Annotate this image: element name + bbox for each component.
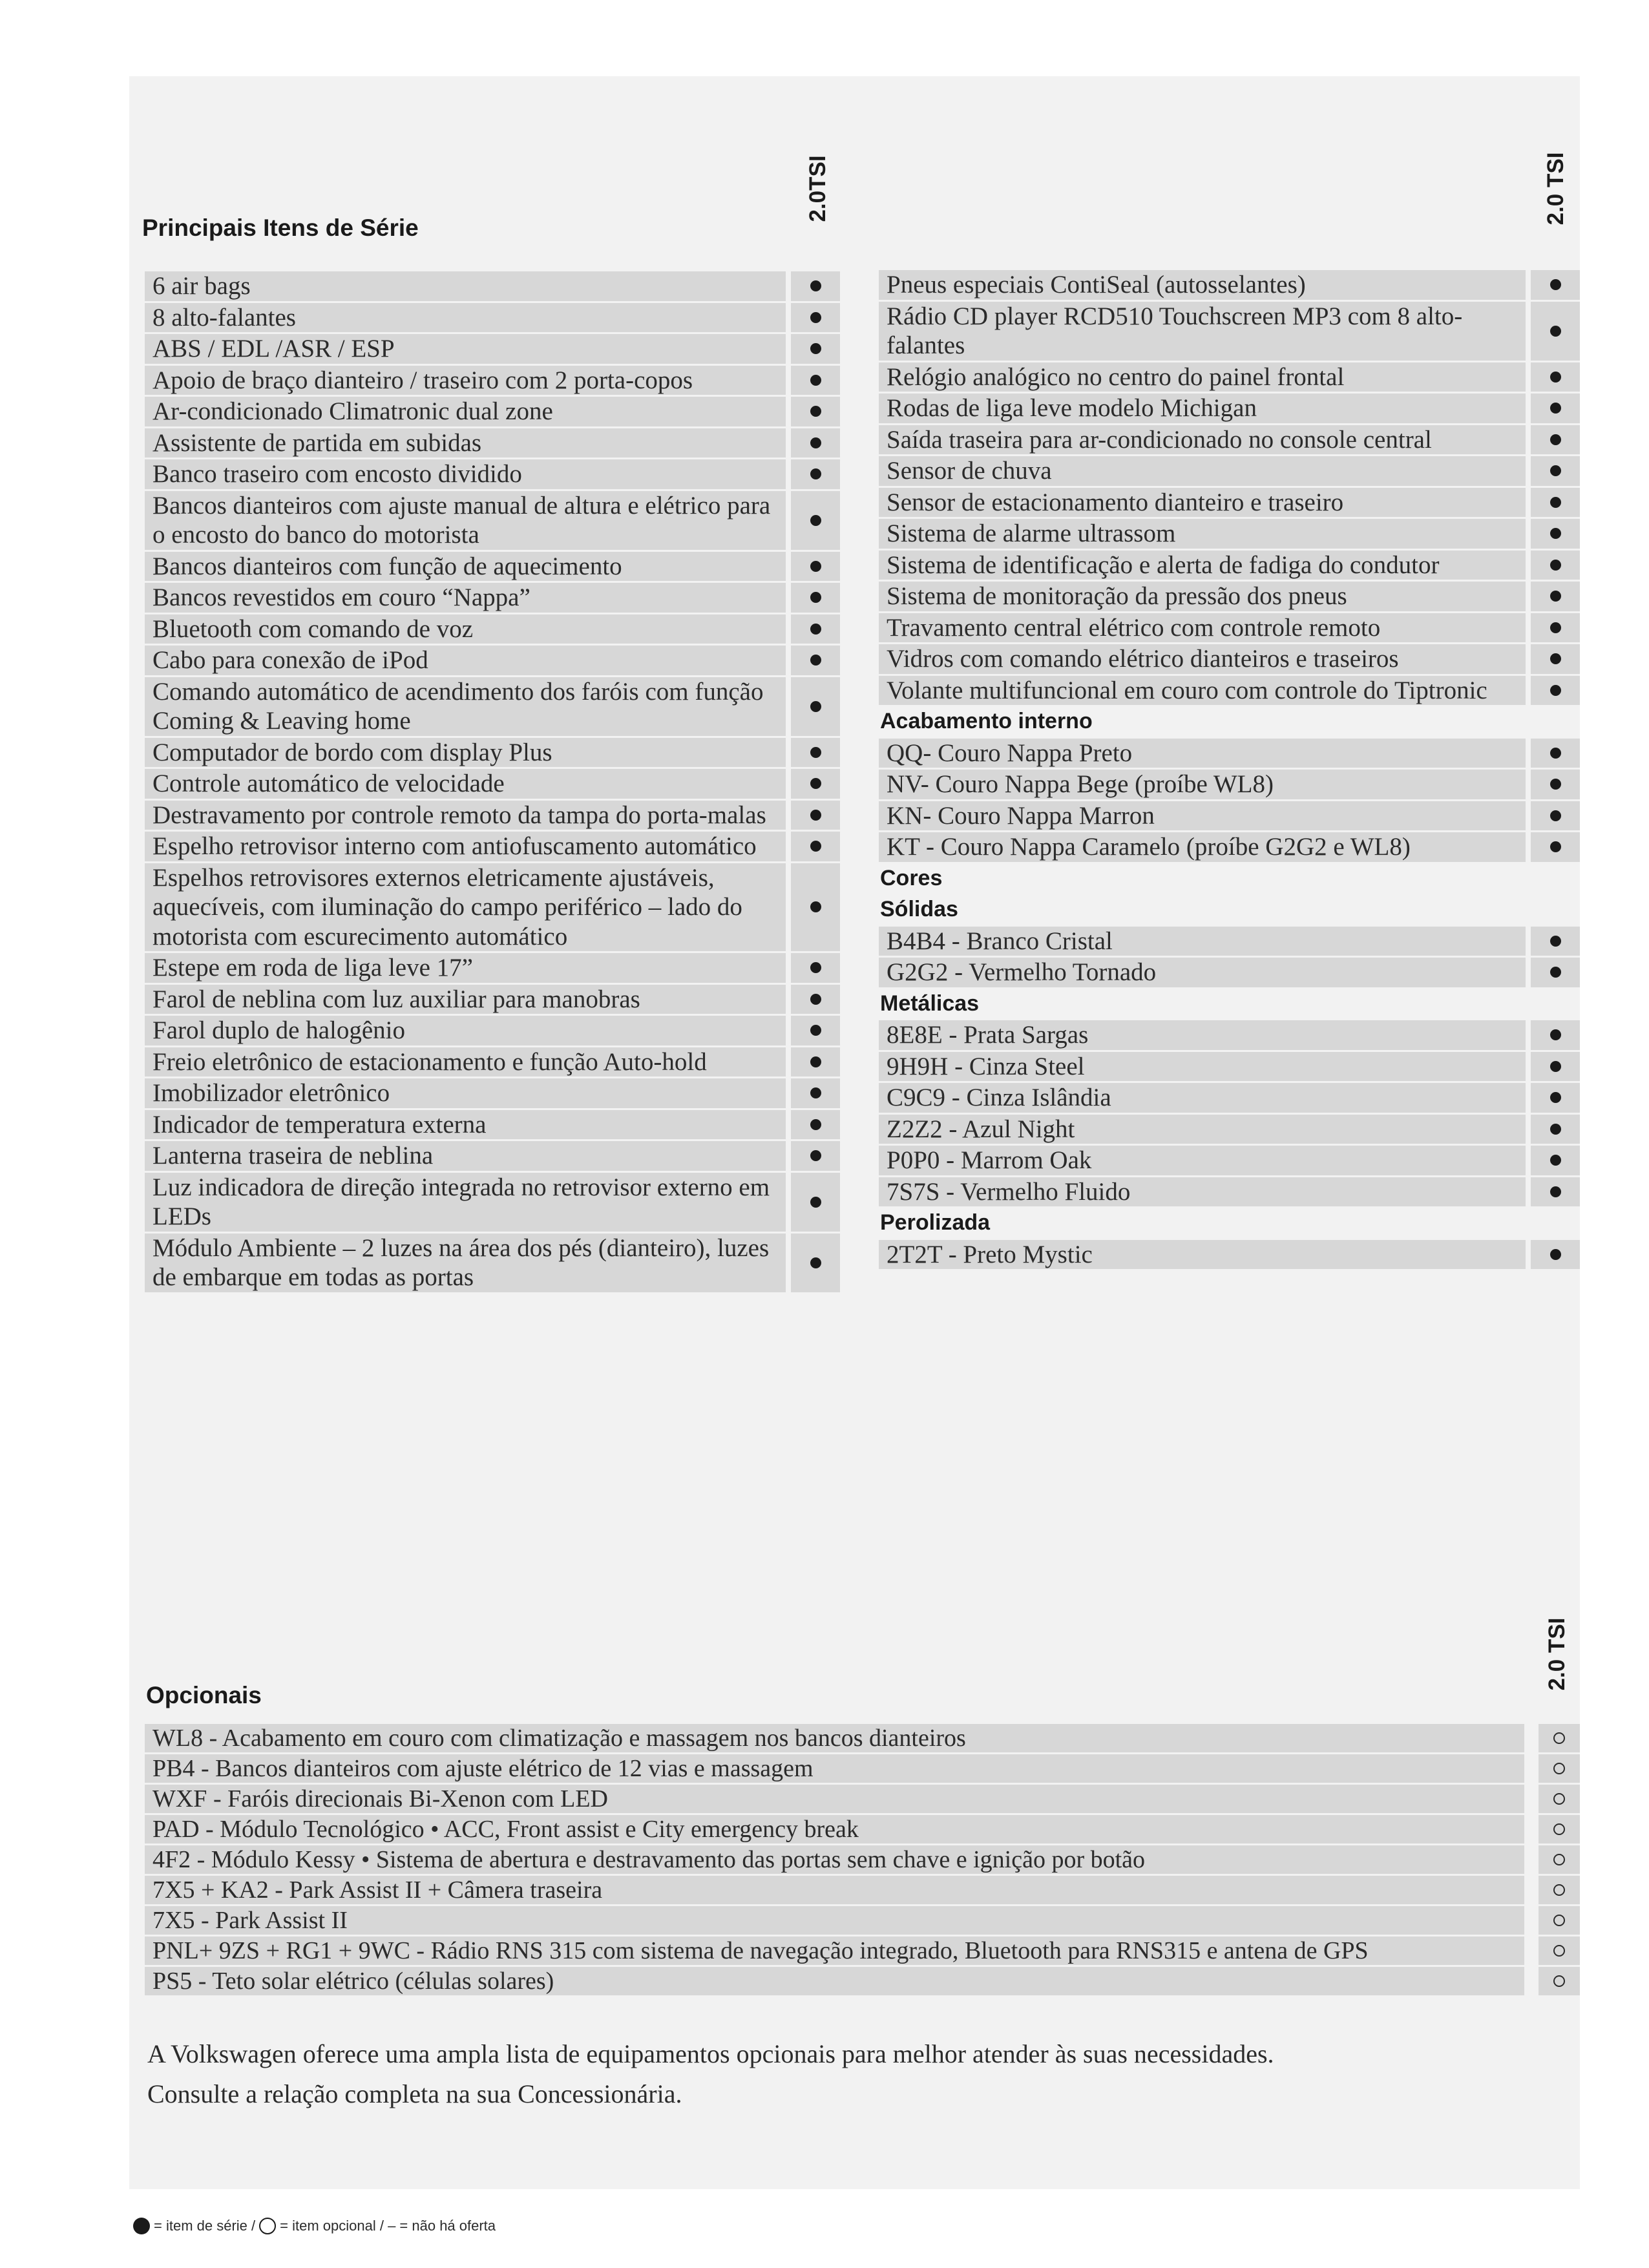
availability-cell — [1531, 1115, 1580, 1144]
list-item — [145, 1016, 840, 1045]
availability-cell — [1531, 425, 1580, 455]
list-item — [145, 583, 840, 613]
availability-cell — [791, 303, 840, 333]
availability-cell — [791, 583, 840, 613]
availability-cell — [1539, 1845, 1580, 1874]
item-text: Ar-condicionado Climatronic dual zone — [145, 397, 786, 426]
availability-cell — [1531, 927, 1580, 956]
filled-dot-icon — [810, 1056, 821, 1067]
item-text: 7S7S - Vermelho Fluido — [879, 1177, 1526, 1207]
availability-cell — [791, 1173, 840, 1232]
availability-cell — [791, 1110, 840, 1140]
filled-dot-icon — [810, 468, 821, 479]
list-item — [145, 334, 840, 364]
item-text: 7X5 + KA2 - Park Assist II + Câmera traseira — [145, 1876, 1524, 1904]
filled-dot-icon — [1550, 622, 1561, 633]
list-item — [145, 1967, 1580, 1995]
open-circle-icon — [1553, 1732, 1565, 1744]
item-text: Banco traseiro com encosto dividido — [145, 459, 786, 489]
item-text: Destravamento por controle remoto da tampa do porta-malas — [145, 801, 786, 830]
availability-cell — [1531, 644, 1580, 674]
availability-cell — [1539, 1724, 1580, 1752]
filled-dot-icon — [810, 1150, 821, 1161]
filled-dot-icon — [1550, 591, 1561, 602]
list-item — [145, 459, 840, 489]
availability-cell — [1539, 1815, 1580, 1843]
list-item — [145, 985, 840, 1014]
optional-note-line-1: A Volkswagen oferece uma ampla lista de equipamentos opcionais para melhor atender às suas necessidades. — [147, 2039, 1274, 2068]
filled-dot-icon — [1550, 841, 1561, 852]
filled-dot-icon — [1550, 748, 1561, 759]
availability-cell — [1531, 551, 1580, 580]
standard-items-title: Principais Itens de Série — [142, 215, 419, 241]
list-item — [879, 676, 1580, 706]
filled-dot-icon — [1550, 1155, 1561, 1166]
availability-cell — [1531, 1083, 1580, 1113]
availability-cell — [791, 334, 840, 364]
item-text: Luz indicadora de direção integrada no retrovisor externo em LEDs — [145, 1173, 786, 1232]
filled-dot-icon — [1550, 326, 1561, 337]
item-text: Imobilizador eletrônico — [145, 1078, 786, 1108]
filled-dot-icon — [1550, 936, 1561, 947]
filled-dot-icon — [810, 1087, 821, 1098]
section-subheading: Sólidas — [880, 897, 958, 921]
open-circle-icon — [259, 2218, 276, 2234]
availability-cell — [1531, 270, 1580, 300]
filled-dot-icon — [810, 901, 821, 912]
list-item — [145, 863, 840, 952]
availability-cell — [791, 1234, 840, 1292]
item-text: Indicador de temperatura externa — [145, 1110, 786, 1140]
item-text: KT - Couro Nappa Caramelo (proíbe G2G2 e WL8) — [879, 832, 1526, 862]
availability-cell — [791, 985, 840, 1014]
availability-cell — [1531, 362, 1580, 392]
filled-dot-icon — [1550, 1092, 1561, 1103]
filled-dot-icon — [1550, 497, 1561, 508]
filled-dot-icon — [810, 1025, 821, 1036]
list-item — [879, 613, 1580, 643]
availability-cell — [1531, 739, 1580, 768]
optional-note — [147, 2034, 1440, 2114]
availability-cell — [1531, 519, 1580, 549]
list-item — [879, 519, 1580, 549]
item-text: 8 alto-falantes — [145, 303, 786, 333]
list-item — [879, 958, 1580, 987]
item-text: 6 air bags — [145, 271, 786, 301]
list-item — [145, 614, 840, 644]
filled-dot-icon — [1550, 1124, 1561, 1135]
item-text: QQ- Couro Nappa Preto — [879, 739, 1526, 768]
availability-cell — [1531, 1146, 1580, 1175]
availability-cell — [791, 1078, 840, 1108]
availability-cell — [1539, 1937, 1580, 1965]
filled-dot-icon — [1550, 403, 1561, 414]
item-text: Lanterna traseira de neblina — [145, 1141, 786, 1171]
section-subheading: Acabamento interno — [880, 709, 1093, 733]
item-text: Sistema de identificação e alerta de fadiga do condutor — [879, 551, 1526, 580]
list-item — [879, 425, 1580, 455]
item-text: KN- Couro Nappa Marron — [879, 801, 1526, 831]
open-circle-icon — [1553, 1945, 1565, 1957]
item-text: ABS / EDL /ASR / ESP — [145, 334, 786, 364]
filled-dot-icon — [1550, 528, 1561, 539]
list-item — [145, 271, 840, 301]
filled-dot-icon — [810, 810, 821, 821]
list-item — [145, 1906, 1580, 1935]
filled-dot-icon — [810, 343, 821, 354]
filled-dot-icon — [810, 406, 821, 417]
optional-column-label: 2.0 TSI — [1544, 1617, 1570, 1691]
filled-dot-icon — [133, 2218, 150, 2234]
item-text: Cabo para conexão de iPod — [145, 646, 786, 675]
item-text: Rádio CD player RCD510 Touchscreen MP3 com 8 alto-falantes — [879, 302, 1526, 361]
list-item — [879, 1115, 1580, 1144]
item-text: Apoio de braço dianteiro / traseiro com 2 porta-copos — [145, 366, 786, 395]
availability-cell — [791, 863, 840, 952]
section-subheading: Cores — [880, 865, 943, 890]
item-text: Computador de bordo com display Plus — [145, 738, 786, 768]
list-item — [145, 1141, 840, 1171]
filled-dot-icon — [1550, 279, 1561, 290]
list-item — [145, 1785, 1580, 1813]
filled-dot-icon — [810, 1197, 821, 1208]
list-item — [879, 1083, 1580, 1113]
legend-standard-text: = item de série / — [154, 2218, 256, 2234]
section-subheading: Perolizada — [880, 1210, 991, 1235]
item-text: Rodas de liga leve modelo Michigan — [879, 394, 1526, 423]
optional-note-line-2: Consulte a relação completa na sua Concessionária. — [147, 2079, 682, 2108]
item-text: Farol de neblina com luz auxiliar para manobras — [145, 985, 786, 1014]
list-item — [879, 739, 1580, 768]
item-text: Assistente de partida em subidas — [145, 428, 786, 458]
availability-cell — [791, 1016, 840, 1045]
item-text: Sistema de alarme ultrassom — [879, 519, 1526, 549]
item-text: Relógio analógico no centro do painel frontal — [879, 362, 1526, 392]
item-text: Farol duplo de halogênio — [145, 1016, 786, 1045]
item-text: NV- Couro Nappa Bege (proíbe WL8) — [879, 770, 1526, 799]
availability-cell — [1531, 832, 1580, 862]
list-item — [145, 1724, 1580, 1752]
availability-cell — [1531, 958, 1580, 987]
item-text: Saída traseira para ar-condicionado no console central — [879, 425, 1526, 455]
availability-cell — [791, 769, 840, 799]
filled-dot-icon — [810, 962, 821, 973]
list-item — [879, 1052, 1580, 1082]
legend-optional-text: = item opcional / – = não há oferta — [280, 2218, 496, 2234]
item-text: Z2Z2 - Azul Night — [879, 1115, 1526, 1144]
filled-dot-icon — [810, 592, 821, 603]
list-item — [145, 801, 840, 830]
availability-cell — [1531, 1177, 1580, 1207]
list-item — [145, 303, 840, 333]
list-item — [145, 1234, 840, 1292]
list-item — [879, 488, 1580, 518]
list-item — [879, 832, 1580, 862]
availability-cell — [791, 677, 840, 736]
list-item — [145, 552, 840, 582]
standard-right-column-label: 2.0 TSI — [1543, 152, 1568, 226]
filled-dot-icon — [810, 437, 821, 448]
item-text: Vidros com comando elétrico dianteiros e traseiros — [879, 644, 1526, 674]
list-item — [879, 551, 1580, 580]
optional-items-list — [145, 1724, 1580, 1997]
filled-dot-icon — [810, 624, 821, 635]
filled-dot-icon — [810, 1257, 821, 1268]
list-item — [145, 491, 840, 550]
list-item — [145, 953, 840, 983]
availability-cell — [791, 459, 840, 489]
list-item — [145, 1845, 1580, 1874]
item-text: Bancos dianteiros com função de aquecimento — [145, 552, 786, 582]
item-text: Bancos dianteiros com ajuste manual de altura e elétrico para o encosto do banco do motorista — [145, 491, 786, 550]
list-item — [879, 302, 1580, 361]
list-item — [879, 1146, 1580, 1175]
item-text: Pneus especiais ContiSeal (autosselantes) — [879, 270, 1526, 300]
list-item — [879, 1177, 1580, 1207]
item-text: C9C9 - Cinza Islândia — [879, 1083, 1526, 1113]
item-text: Espelhos retrovisores externos eletricamente ajustáveis, aquecíveis, com iluminação do campo periférico – lado do motorista com escurecimento automático — [145, 863, 786, 952]
list-item — [145, 832, 840, 861]
filled-dot-icon — [810, 747, 821, 758]
availability-cell — [1531, 676, 1580, 706]
availability-cell — [791, 271, 840, 301]
filled-dot-icon — [810, 312, 821, 323]
list-item — [879, 801, 1580, 831]
item-text: B4B4 - Branco Cristal — [879, 927, 1526, 956]
open-circle-icon — [1553, 1854, 1565, 1865]
list-item — [145, 1754, 1580, 1783]
filled-dot-icon — [1550, 434, 1561, 445]
standard-left-column-label: 2.0TSI — [805, 155, 830, 222]
filled-dot-icon — [1550, 1249, 1561, 1260]
item-text: Bancos revestidos em couro “Nappa” — [145, 583, 786, 613]
availability-cell — [791, 491, 840, 550]
filled-dot-icon — [810, 841, 821, 852]
open-circle-icon — [1553, 1793, 1565, 1805]
availability-cell — [1531, 456, 1580, 486]
item-text: 4F2 - Módulo Kessy • Sistema de abertura e destravamento das portas sem chave e ignição por botão — [145, 1845, 1524, 1874]
filled-dot-icon — [810, 280, 821, 291]
item-text: Espelho retrovisor interno com antiofuscamento automático — [145, 832, 786, 861]
optional-items-title: Opcionais — [146, 1682, 262, 1708]
availability-cell — [1531, 1052, 1580, 1082]
availability-cell — [791, 397, 840, 426]
list-item — [145, 1047, 840, 1077]
item-text: 2T2T - Preto Mystic — [879, 1240, 1526, 1270]
list-item — [879, 927, 1580, 956]
item-text: WL8 - Acabamento em couro com climatização e massagem nos bancos dianteiros — [145, 1724, 1524, 1752]
list-item — [145, 738, 840, 768]
standard-items-right-list — [879, 270, 1580, 1271]
item-text: Freio eletrônico de estacionamento e função Auto-hold — [145, 1047, 786, 1077]
availability-cell — [791, 1141, 840, 1171]
item-text: Controle automático de velocidade — [145, 769, 786, 799]
filled-dot-icon — [810, 994, 821, 1005]
item-text: WXF - Faróis direcionais Bi-Xenon com LED — [145, 1785, 1524, 1813]
filled-dot-icon — [810, 375, 821, 386]
legend — [133, 2218, 496, 2234]
availability-cell — [1531, 582, 1580, 611]
availability-cell — [791, 832, 840, 861]
item-text: Sensor de chuva — [879, 456, 1526, 486]
item-text: PS5 - Teto solar elétrico (células solares) — [145, 1967, 1524, 1995]
list-item — [145, 646, 840, 675]
availability-cell — [1539, 1967, 1580, 1995]
item-text: PB4 - Bancos dianteiros com ajuste elétrico de 12 vias e massagem — [145, 1754, 1524, 1783]
list-item — [879, 362, 1580, 392]
filled-dot-icon — [1550, 372, 1561, 383]
availability-cell — [1531, 770, 1580, 799]
item-text: Travamento central elétrico com controle remoto — [879, 613, 1526, 643]
availability-cell — [791, 428, 840, 458]
availability-cell — [1539, 1754, 1580, 1783]
availability-cell — [1539, 1785, 1580, 1813]
list-item — [145, 1937, 1580, 1965]
list-item — [879, 456, 1580, 486]
filled-dot-icon — [1550, 465, 1561, 476]
item-text: P0P0 - Marrom Oak — [879, 1146, 1526, 1175]
availability-cell — [1531, 1020, 1580, 1050]
filled-dot-icon — [1550, 560, 1561, 571]
availability-cell — [1531, 394, 1580, 423]
item-text: Sensor de estacionamento dianteiro e traseiro — [879, 488, 1526, 518]
filled-dot-icon — [810, 1119, 821, 1130]
list-item — [145, 1173, 840, 1232]
availability-cell — [1531, 302, 1580, 361]
filled-dot-icon — [810, 778, 821, 789]
filled-dot-icon — [1550, 1029, 1561, 1040]
item-text: Comando automático de acendimento dos faróis com função Coming & Leaving home — [145, 677, 786, 736]
list-item — [879, 582, 1580, 611]
list-item — [145, 1815, 1580, 1843]
availability-cell — [791, 614, 840, 644]
open-circle-icon — [1553, 1763, 1565, 1774]
list-item — [879, 1020, 1580, 1050]
availability-cell — [791, 1047, 840, 1077]
list-item — [879, 1240, 1580, 1270]
availability-cell — [1531, 613, 1580, 643]
filled-dot-icon — [1550, 653, 1561, 664]
item-text: G2G2 - Vermelho Tornado — [879, 958, 1526, 987]
standard-items-left-list — [145, 271, 840, 1294]
list-item — [145, 397, 840, 426]
filled-dot-icon — [1550, 967, 1561, 978]
filled-dot-icon — [1550, 810, 1561, 821]
item-text: Bluetooth com comando de voz — [145, 614, 786, 644]
list-item — [145, 677, 840, 736]
item-text: 8E8E - Prata Sargas — [879, 1020, 1526, 1050]
filled-dot-icon — [810, 655, 821, 666]
item-text: PNL+ 9ZS + RG1 + 9WC - Rádio RNS 315 com sistema de navegação integrado, Bluetooth para RNS315 e antena de GPS — [145, 1937, 1524, 1965]
item-text: Módulo Ambiente – 2 luzes na área dos pés (dianteiro), luzes de embarque em todas as portas — [145, 1234, 786, 1292]
filled-dot-icon — [810, 561, 821, 572]
filled-dot-icon — [810, 701, 821, 712]
availability-cell — [791, 953, 840, 983]
item-text: 9H9H - Cinza Steel — [879, 1052, 1526, 1082]
availability-cell — [791, 366, 840, 395]
availability-cell — [1539, 1906, 1580, 1935]
list-item — [145, 428, 840, 458]
item-text: Estepe em roda de liga leve 17” — [145, 953, 786, 983]
list-item — [145, 366, 840, 395]
open-circle-icon — [1553, 1884, 1565, 1896]
item-text: 7X5 - Park Assist II — [145, 1906, 1524, 1935]
list-item — [879, 394, 1580, 423]
list-item — [145, 769, 840, 799]
list-item — [145, 1078, 840, 1108]
availability-cell — [1531, 488, 1580, 518]
availability-cell — [1531, 1240, 1580, 1270]
filled-dot-icon — [1550, 1186, 1561, 1197]
list-item — [879, 770, 1580, 799]
filled-dot-icon — [1550, 1061, 1561, 1072]
item-text: PAD - Módulo Tecnológico • ACC, Front assist e City emergency break — [145, 1815, 1524, 1843]
open-circle-icon — [1553, 1975, 1565, 1987]
list-item — [145, 1110, 840, 1140]
list-item — [879, 270, 1580, 300]
filled-dot-icon — [1550, 779, 1561, 790]
section-subheading: Metálicas — [880, 991, 980, 1016]
list-item — [145, 1876, 1580, 1904]
filled-dot-icon — [1550, 685, 1561, 696]
open-circle-icon — [1553, 1823, 1565, 1835]
availability-cell — [791, 801, 840, 830]
availability-cell — [791, 738, 840, 768]
availability-cell — [791, 646, 840, 675]
item-text: Volante multifuncional em couro com controle do Tiptronic — [879, 676, 1526, 706]
availability-cell — [791, 552, 840, 582]
availability-cell — [1539, 1876, 1580, 1904]
item-text: Sistema de monitoração da pressão dos pneus — [879, 582, 1526, 611]
availability-cell — [1531, 801, 1580, 831]
open-circle-icon — [1553, 1915, 1565, 1926]
list-item — [879, 644, 1580, 674]
filled-dot-icon — [810, 515, 821, 526]
